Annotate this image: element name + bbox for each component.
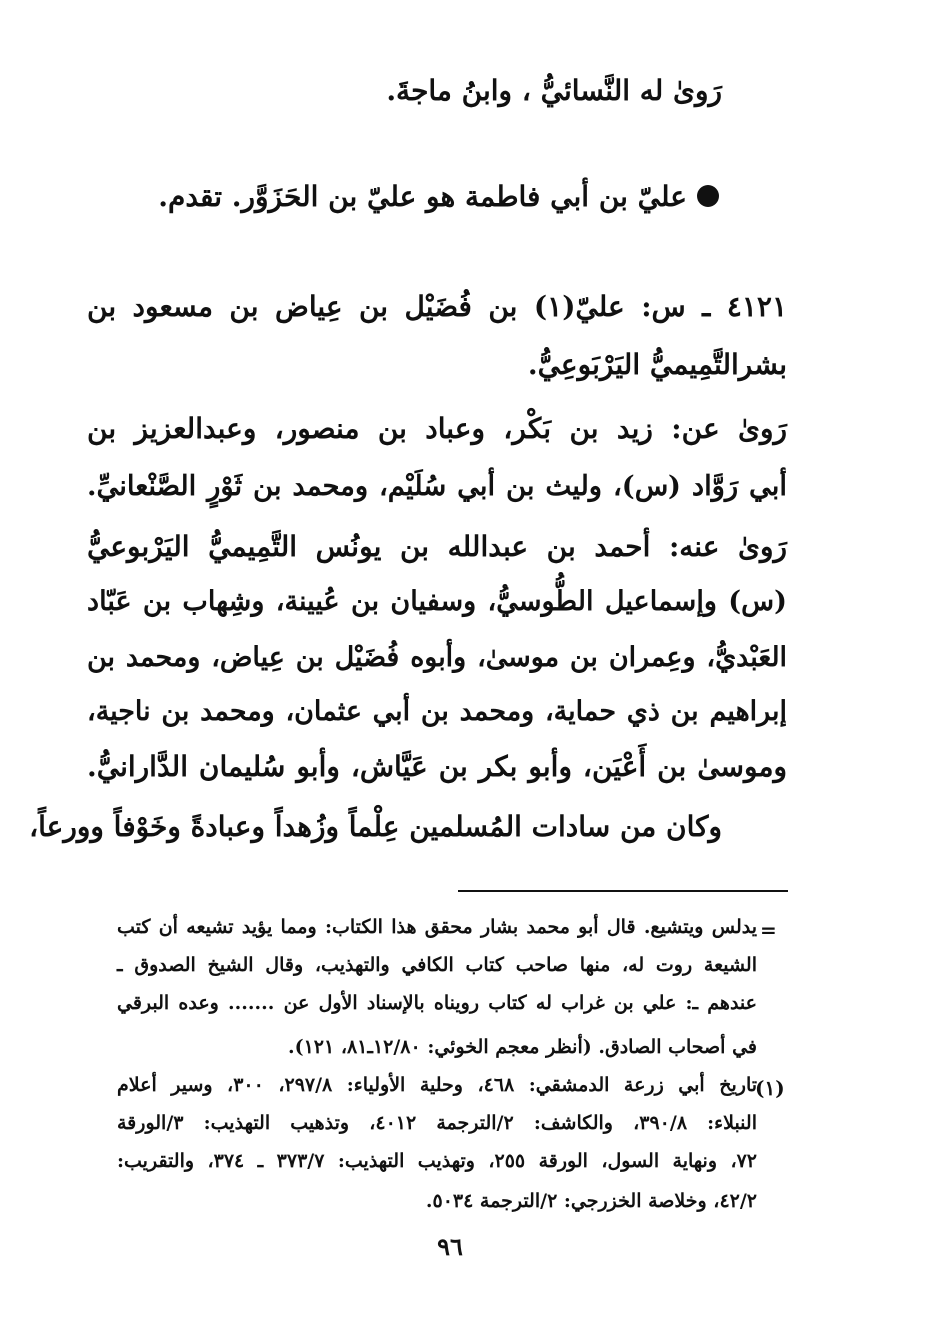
footnote-1-line: ٧٢، ونهاية السول، الورقة ٢٥٥، وتهذيب التهذيب: ٣٧٣/٧ ـ ٣٧٤، والتقريب:: [117, 1150, 758, 1172]
entry-heading-line: ٤١٢١ ـ س: عليّ(١) بن فُضَيْل بن عِياض بن مسعود بن: [87, 290, 787, 323]
footnote-continuation-marker: =: [760, 918, 777, 942]
narrated-from-line: أبي رَوَّاد (س)، وليث بن أبي سُلَيْم، ومحمد بن ثَوْرٍ الصَّنْعانيِّ.: [87, 470, 787, 502]
footnote-1-line: النبلاء: ٣٩٠/٨، والكاشف: ٢/الترجمة ٤٠١٢، وتذهيب التهذيب: ٣/الورقة: [117, 1112, 757, 1134]
cross-reference-line: عليّ بن أبي فاطمة هو عليّ بن الحَزَوَّر. تقدم.: [158, 180, 687, 213]
footnote-1-line: تاريخ أبي زرعة الدمشقي: ٤٦٨، وحلية الأولياء: ٢٩٧/٨، ٣٠٠، وسير أعلام: [117, 1074, 758, 1096]
entry-heading-line: بشرالتَّمِيميُّ اليَرْبَوعِيُّ.: [527, 348, 787, 381]
footnote-separator: [458, 890, 788, 892]
page-number: ٩٦: [437, 1232, 463, 1261]
footnote-1-line: ٤٢/٢، وخلاصة الخزرجي: ٢/الترجمة ٥٠٣٤.: [425, 1190, 757, 1212]
narrators-line: إبراهيم بن ذي حماية، ومحمد بن أبي عثمان، ومحمد بن ناجية،: [87, 696, 787, 727]
footnote-line: يدلس ويتشيع. قال أبو محمد بشار محقق هذا الكتاب: ومما يؤيد تشيعه أن كتب: [117, 916, 757, 938]
footnote-line: عندهم ـ: علي بن غراب له كتاب رويناه بالإسناد الأول عن ....... وعده البرقي: [117, 992, 757, 1014]
narration-line: رَوىٰ له النَّسائيُّ ، وابنُ ماجةَ.: [386, 74, 722, 107]
footnote-line: في أصحاب الصادق. (أنظر معجم الخوئي: ١٢/٨٠ـ٨١، ١٢١).: [287, 1036, 757, 1058]
bullet-icon: [697, 185, 719, 207]
footnote-1-marker: (١): [755, 1076, 785, 1100]
narrators-line: العَبْديُّ، وعِمران بن موسىٰ، وأبوه فُضَيْل بن عِياض، ومحمد بن: [87, 642, 787, 673]
footnote-line: الشيعة روت له، منها صاحب كتاب الكافي والتهذيب، وقال الشيخ الصدوق ـ: [117, 954, 757, 976]
description-line: وكان من سادات المُسلمين عِلْماً وزُهداً وعبادةً وخَوْفاً وورعاً،: [29, 810, 722, 843]
narrators-line: رَوىٰ عنه: أحمد بن عبدالله بن يونُس التَّمِيميُّ اليَرْبوعيُّ: [87, 530, 787, 563]
narrators-line: (س) وإسماعيل الطُّوسيُّ، وسفيان بن عُيينة، وشِهاب بن عَبّاد: [87, 586, 787, 617]
narrators-line: وموسىٰ بن أَعْيَن، وأبو بكر بن عَيَّاش، وأبو سُليمان الدَّارانيُّ.: [87, 750, 787, 783]
narrated-from-line: رَوىٰ عن: زيد بن بَكْر، وعباد بن منصور، وعبدالعزيز بن: [87, 412, 787, 445]
